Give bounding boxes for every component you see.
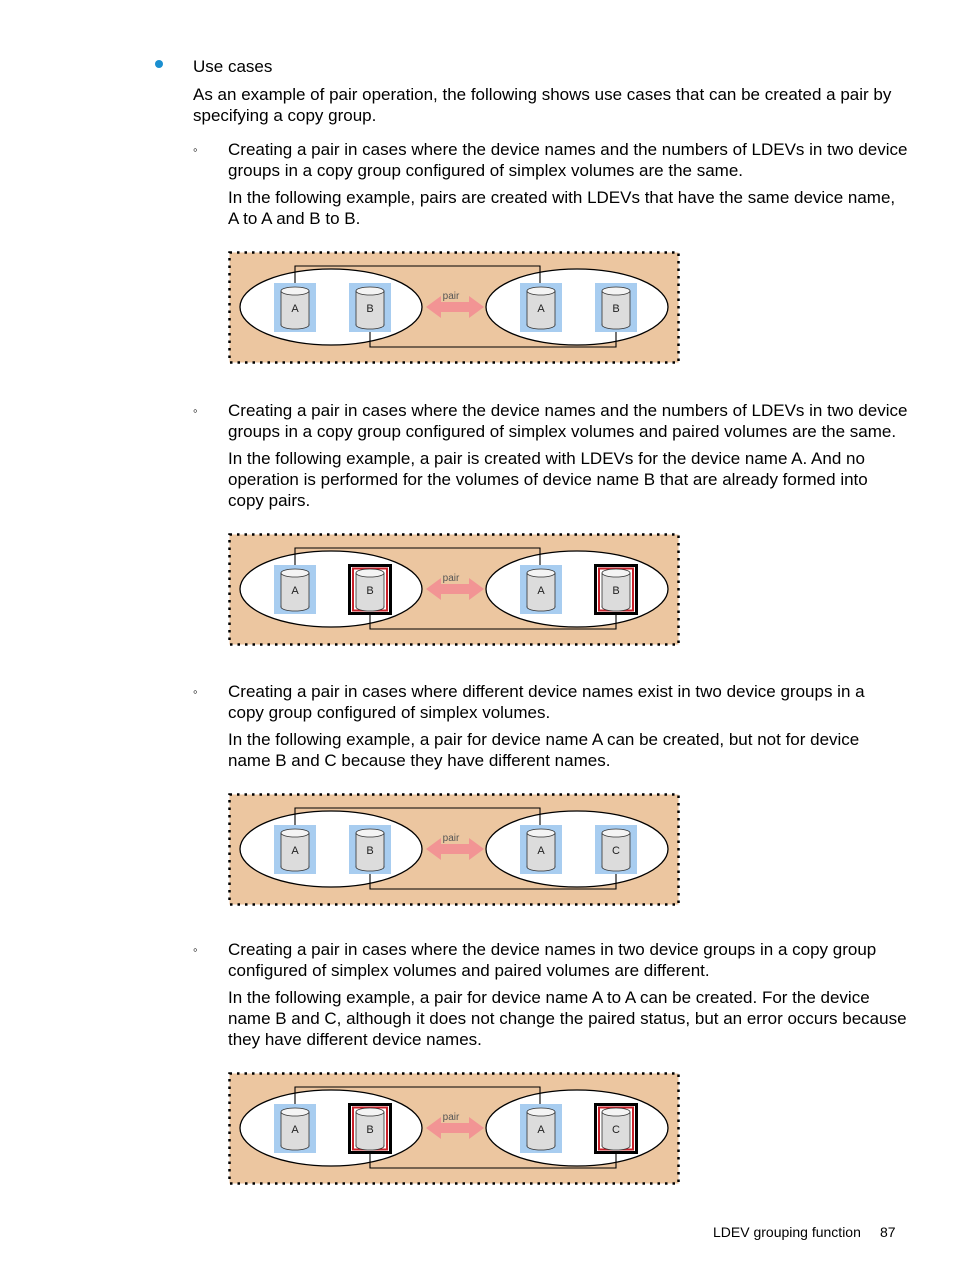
case-4-desc-line-1: In the following example, a pair for device name A to A can be created. For the device: [228, 988, 870, 1007]
case-4-description: [228, 987, 907, 1050]
cylinder-top: [527, 829, 555, 837]
cylinder-top: [281, 569, 309, 577]
volume-a-left: [274, 825, 316, 874]
volume-label: A: [291, 585, 299, 597]
case-4-desc-line-3: they have different device names.: [228, 1030, 482, 1049]
pair-label: pair: [442, 1112, 460, 1123]
sub-bullet-icon: ◦: [193, 142, 198, 157]
device-group-right: [486, 269, 668, 345]
volume-b-left: [348, 1103, 392, 1154]
bullet-dot-icon: [155, 60, 163, 68]
device-group-left: [240, 551, 422, 627]
volume-label: B: [612, 303, 620, 315]
case-4-diagram: [228, 1072, 680, 1185]
volume-label: A: [291, 303, 299, 315]
sub-bullet-icon: ◦: [193, 403, 198, 418]
case-3-diagram: [228, 793, 680, 906]
volume-label: A: [291, 1124, 299, 1136]
cylinder-top: [356, 287, 384, 295]
case-1-desc-line-2: A to A and B to B.: [228, 209, 361, 228]
case-3-description: [228, 729, 859, 771]
volume-label: B: [366, 845, 374, 857]
volume-label: A: [537, 303, 545, 315]
case-2-title-line-1: Creating a pair in cases where the device names and the numbers of LDEVs in two device: [228, 401, 908, 420]
case-2-description: [228, 448, 868, 511]
cylinder-top: [281, 287, 309, 295]
case-3-title-line-2: copy group configured of simplex volumes.: [228, 703, 551, 722]
case-2-title-line-2: groups in a copy group configured of simplex volumes and paired volumes are the same.: [228, 422, 897, 441]
case-1-title-line-2: groups in a copy group configured of simplex volumes are the same.: [228, 161, 743, 180]
footer-page-number: 87: [880, 1224, 896, 1240]
sub-bullet-icon: ◦: [193, 684, 198, 699]
volume-a-left: [274, 565, 316, 614]
volume-b-left: [349, 825, 391, 874]
case-4-desc-line-2: name B and C, although it does not change the paired status, but an error occurs because: [228, 1009, 907, 1028]
volume-b-right: [594, 564, 638, 615]
device-group-right: [486, 811, 668, 887]
cylinder-top: [356, 829, 384, 837]
cylinder-top: [356, 1108, 384, 1116]
cylinder-top: [527, 1108, 555, 1116]
copy-group-diagram: [228, 1072, 680, 1185]
copy-group-diagram: [228, 251, 680, 364]
volume-label: A: [537, 1124, 545, 1136]
intro-paragraph: As an example of pair operation, the following shows use cases that can be created a pair by specifying a copy group.: [193, 85, 892, 125]
cylinder-top: [602, 569, 630, 577]
case-4-title-line-1: Creating a pair in cases where the device names in two device groups in a copy group: [228, 940, 877, 959]
volume-a-right: [520, 565, 562, 614]
cylinder-top: [281, 1108, 309, 1116]
volume-a-left: [274, 1104, 316, 1153]
volume-c-right: [594, 1103, 638, 1154]
footer-section-title: LDEV grouping function: [713, 1224, 861, 1240]
copy-group-diagram: [228, 533, 680, 646]
case-1-diagram: [228, 251, 680, 364]
pair-label: pair: [442, 833, 460, 844]
device-group-right: [486, 551, 668, 627]
pair-label: pair: [442, 291, 460, 302]
cylinder-top: [356, 569, 384, 577]
volume-label: C: [612, 845, 620, 857]
case-4-title-line-2: configured of simplex volumes and paired volumes are different.: [228, 961, 710, 980]
cylinder-top: [281, 829, 309, 837]
volume-label: A: [537, 585, 545, 597]
case-3-desc-line-2: name B and C because they have different names.: [228, 751, 611, 770]
volume-label: A: [291, 845, 299, 857]
cylinder-top: [527, 287, 555, 295]
volume-label: B: [612, 585, 620, 597]
volume-b-right: [595, 283, 637, 332]
device-group-left: [240, 269, 422, 345]
cylinder-top: [602, 287, 630, 295]
case-1-title: [228, 139, 907, 181]
volume-a-right: [520, 825, 562, 874]
volume-c-right: [595, 825, 637, 874]
case-3-desc-line-1: In the following example, a pair for device name A can be created, but not for device: [228, 730, 860, 749]
sub-bullet-icon: ◦: [193, 942, 198, 957]
volume-label: A: [537, 845, 545, 857]
volume-b-left: [349, 283, 391, 332]
volume-a-right: [520, 1104, 562, 1153]
cylinder-top: [602, 829, 630, 837]
cylinder-top: [527, 569, 555, 577]
case-2-desc-line-2: operation is performed for the volumes of device name B that are already formed into: [228, 470, 868, 489]
volume-b-left: [348, 564, 392, 615]
case-3-title: [228, 681, 865, 723]
case-2-desc-line-1: In the following example, a pair is created with LDEVs for the device name A. And no: [228, 449, 865, 468]
volume-a-left: [274, 283, 316, 332]
case-1-desc-line-1: In the following example, pairs are created with LDEVs that have the same device name,: [228, 188, 896, 207]
case-1-title-line-1: Creating a pair in cases where the device names and the numbers of LDEVs in two device: [228, 140, 908, 159]
case-2-desc-line-3: copy pairs.: [228, 491, 311, 510]
volume-label: B: [366, 303, 374, 315]
copy-group-diagram: [228, 793, 680, 906]
volume-a-right: [520, 283, 562, 332]
device-group-right: [486, 1090, 668, 1166]
device-group-left: [240, 811, 422, 887]
use-cases-heading: Use cases: [193, 57, 273, 76]
volume-label: C: [612, 1124, 620, 1136]
case-2-diagram: [228, 533, 680, 646]
cylinder-top: [602, 1108, 630, 1116]
volume-label: B: [366, 1124, 374, 1136]
case-1-description: [228, 187, 895, 229]
volume-label: B: [366, 585, 374, 597]
case-3-title-line-1: Creating a pair in cases where different device names exist in two device groups in a: [228, 682, 865, 701]
device-group-left: [240, 1090, 422, 1166]
pair-label: pair: [442, 573, 460, 584]
case-2-title: [228, 400, 907, 442]
case-4-title: [228, 939, 876, 981]
